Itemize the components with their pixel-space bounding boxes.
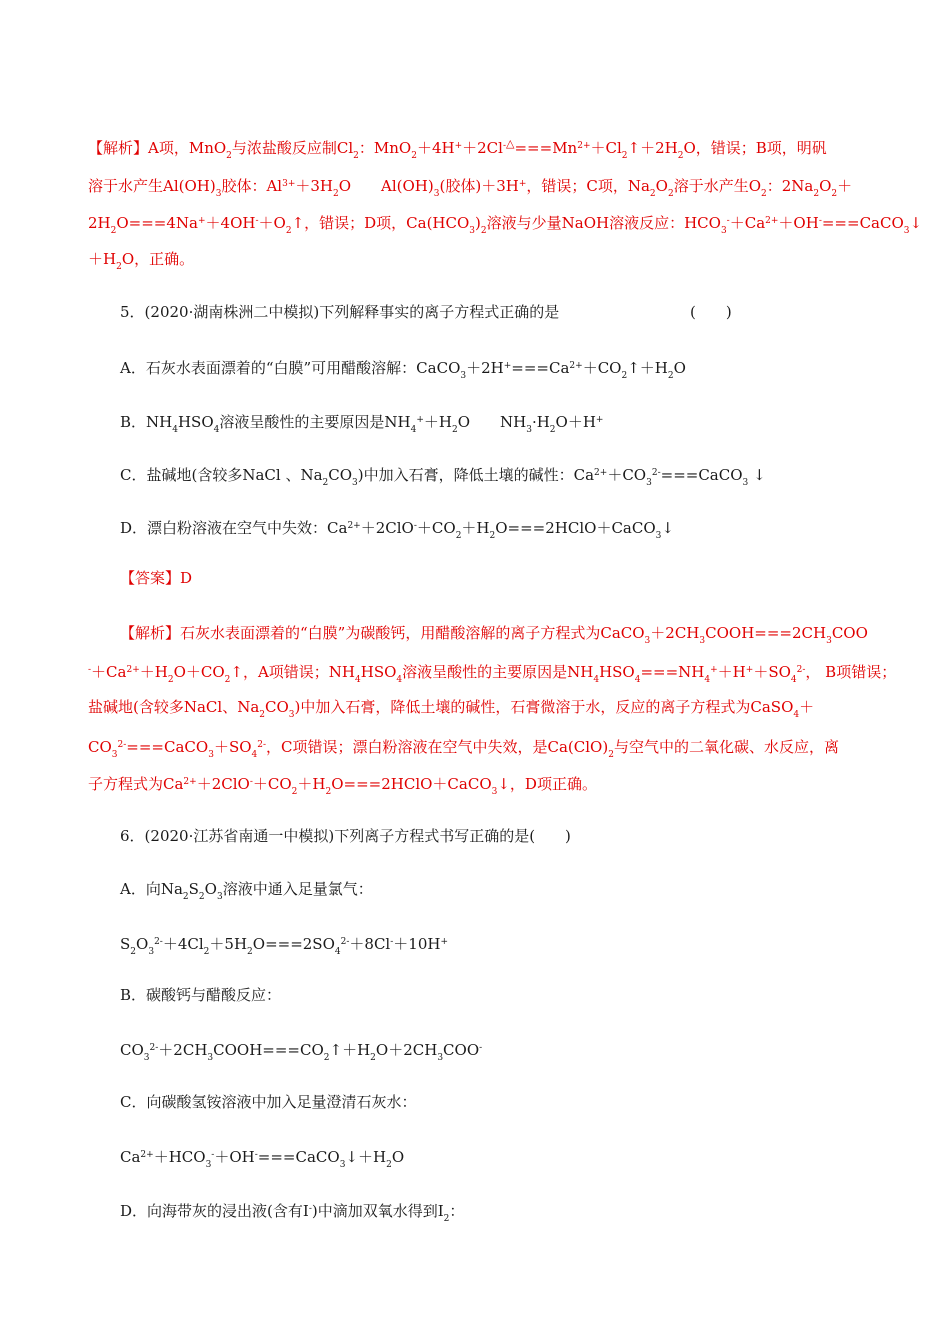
question-6-option-c-label: C．向碳酸氢铵溶液中加入足量澄清石灰水： bbox=[120, 1093, 417, 1111]
question-5-option-c: C．盐碱地(含较多NaCl 、$Na_2CO_3$)中加入石膏，降低土壤的碱性：$Ca^{2+}+CO_3^{2-}===CaCO_3$ ↓ bbox=[120, 466, 766, 488]
question-6-option-b-label: B．碳酸钙与醋酸反应： bbox=[120, 986, 282, 1004]
analysis-line-1: 【解析】A项，MnO$_2$与浓盐酸反应制$Cl_2$：$MnO_2+4H^++2Cl^{-\triangle}===Mn^{2+}+Cl_2↑+2H_2O$，错误；B项，明矾 bbox=[88, 137, 827, 161]
question-6-option-b-equation: $CO_3^{2-}+2CH_3COOH===CO_2↑+H_2O+2CH_3COO^-$ bbox=[120, 1041, 483, 1063]
question-5-option-b: B．$NH_4HSO_4$溶液呈酸性的主要原因是$NH_4^++H_2O$ $NH_3\cdot H_2O+H^+$ bbox=[120, 413, 604, 435]
question-5-option-d: D．漂白粉溶液在空气中失效：$Ca^{2+}+2ClO^-+CO_2+H_2O===2HClO+CaCO_3↓$ bbox=[120, 519, 674, 541]
analysis-line-3: $2H_2O===4Na^++4OH^-+O_2↑$，错误；D项，$Ca(HCO_3)_2$溶液与少量NaOH溶液反应：$HCO_3^-+Ca^{2+}+OH^-===CaCO_3↓$ bbox=[88, 214, 923, 236]
question-6-stem: 6．(2020·江苏省南通一中模拟)下列离子方程式书写正确的是( ) bbox=[120, 827, 571, 845]
question-6-option-a-equation: $S_2O_3^{2-}+4Cl_2+5H_2O===2SO_4^{2-}+8Cl^-+10H^+$ bbox=[120, 935, 448, 957]
analysis5-line-5: 子方程式为$Ca^{2+}+2ClO^-+CO_2+H_2O===2HClO+CaCO_3↓$，D项正确。 bbox=[88, 775, 597, 797]
question-5-stem: 5．(2020·湖南株洲二中模拟)下列解释事实的离子方程式正确的是 bbox=[120, 303, 560, 321]
answer-label: 【答案】D bbox=[120, 569, 193, 587]
analysis-line-4: $+H_2O$，正确。 bbox=[88, 250, 195, 272]
analysis-line-2: 溶于水产生$Al(OH)_3$胶体：$Al^{3+}+3H_2O$ $Al(OH)_3$(胶体)＋3H+，错误；C项，$Na_2O_2$溶于水产生$O_2$：$2Na_2O_2+$ bbox=[88, 177, 853, 199]
question-6-option-a-label: A．向$Na_2S_2O_3$溶液中通入足量氯气： bbox=[120, 880, 373, 902]
question-6-option-d-label: D．向海带灰的浸出液(含有I-)中滴加双氧水得到$I_2$： bbox=[120, 1202, 465, 1224]
analysis5-line-3: 盐碱地(含较多NaCl、$Na_2CO_3$)中加入石膏，降低土壤的碱性，石膏微溶于水，反应的离子方程式为CaSO$_4$＋ bbox=[88, 698, 815, 720]
question-6-option-c-equation: $Ca^{2+}+HCO_3^-+OH^-===CaCO_3↓+H_2O$ bbox=[120, 1148, 405, 1170]
question-5-paren: ( ) bbox=[690, 303, 732, 321]
analysis5-line-1: 【解析】石灰水表面漂着的“白膜”为碳酸钙，用醋酸溶解的离子方程式为$CaCO_3+2CH_3COOH===2CH_3COO$ bbox=[120, 624, 868, 646]
question-5-option-a: A．石灰水表面漂着的“白膜”可用醋酸溶解：$CaCO_3+2H^+===Ca^{2+}+CO_2↑+H_2O$ bbox=[120, 359, 686, 381]
analysis5-line-4: $CO_3^{2-}===CaCO_3+SO_4^{2-}$，C项错误；漂白粉溶液在空气中失效，是$Ca(ClO)_2$与空气中的二氧化碳、水反应，离 bbox=[88, 738, 839, 760]
analysis5-line-2: $^-+Ca^{2+}+H_2O+CO_2↑$，A项错误；$NH_4HSO_4$溶液呈酸性的主要原因是$NH_4HSO_4===NH_4^++H^++SO_4^{2-}$， B项错误； bbox=[88, 663, 897, 685]
